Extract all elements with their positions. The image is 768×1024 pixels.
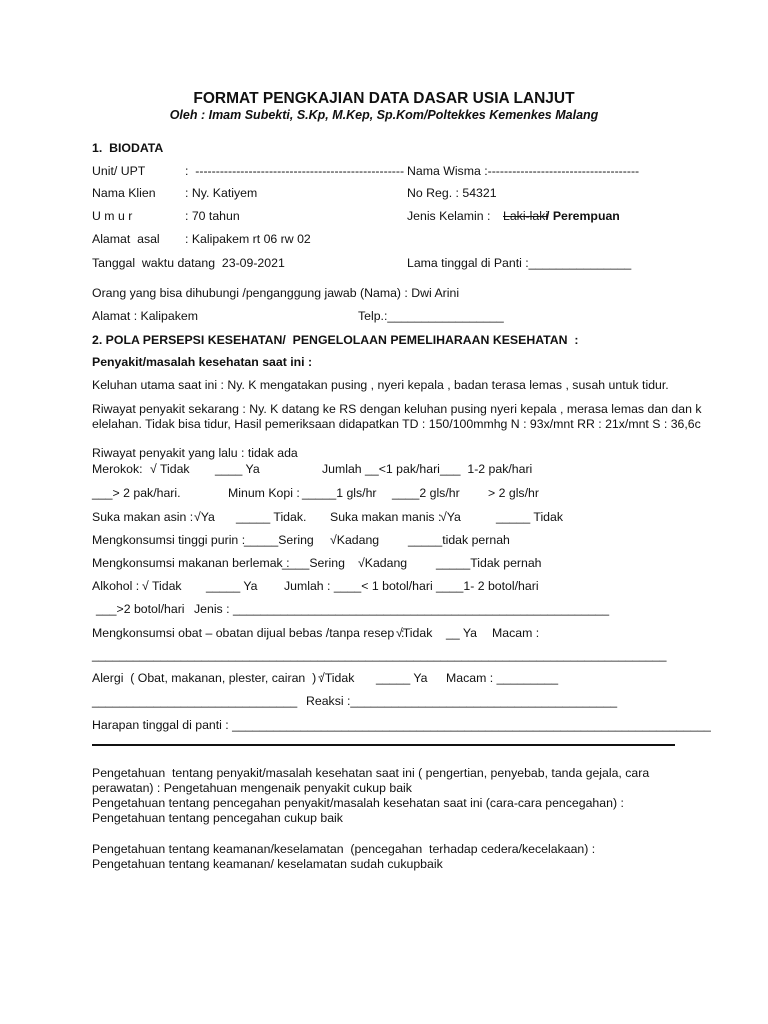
tanggal-datang: Tanggal waktu datang 23-09-2021 <box>92 256 285 270</box>
purin-label: Mengkonsumsi tinggi purin : <box>92 533 246 547</box>
lemak-tidak: _____Tidak pernah <box>436 556 542 570</box>
alkohol-label: Alkohol : <box>92 579 140 593</box>
pengetahuan-keamanan: Pengetahuan tentang keamanan/keselamatan (pencegahan terhadap cedera/kecelakaan) : <box>92 842 596 856</box>
merokok-ya: ____ Ya <box>215 462 260 476</box>
riwayat-lalu: Riwayat penyakit yang lalu : tidak ada <box>92 446 298 460</box>
jenis-kelamin-selected: / Perempuan <box>546 209 620 223</box>
lemak-sering: ____Sering <box>282 556 345 570</box>
pengetahuan-pencegahan: Pengetahuan tentang pencegahan penyakit/masalah kesehatan saat ini (cara-cara pencegahan) : <box>92 796 624 810</box>
obat-tidak: √Tidak <box>396 626 433 640</box>
alergi-label: Alergi ( Obat, makanan, plester, cairan ) : <box>92 671 324 685</box>
harapan-field: Harapan tinggal di panti : ______________________________________________________________________ <box>92 718 711 732</box>
kopi-1: _____1 gls/hr <box>302 486 377 500</box>
alkohol-ya: _____ Ya <box>206 579 258 593</box>
umur-label: U m u r <box>92 209 133 223</box>
alamat-asal-value: : Kalipakem rt 06 rw 02 <box>185 232 311 246</box>
alkohol-jumlah: Jumlah : ____< 1 botol/hari <box>284 579 433 593</box>
kopi-2: ____2 gls/hr <box>392 486 460 500</box>
biodata-heading: 1. BIODATA <box>92 141 164 155</box>
asin-ya: √Ya <box>194 510 215 524</box>
jenis-kelamin-struck: Laki-laki <box>503 209 549 223</box>
merokok-tidak: √ Tidak <box>150 462 190 476</box>
purin-tidak: _____tidak pernah <box>408 533 510 547</box>
obat-line: ____________________________________________________________________________________ <box>92 648 667 662</box>
klien-value: : Ny. Katiyem <box>185 186 258 200</box>
alamat-kontak: Alamat : Kalipakem <box>92 309 198 323</box>
merokok-jumlah: Jumlah __<1 pak/hari <box>322 462 440 476</box>
purin-kadang: √Kadang <box>330 533 380 547</box>
klien-label: Nama Klien <box>92 186 156 200</box>
lemak-kadang: √Kadang <box>358 556 408 570</box>
telp-field: Telp.:_________________ <box>358 309 504 323</box>
jenis-kelamin-label: Jenis Kelamin : <box>407 209 491 223</box>
kopi-label: Minum Kopi : <box>228 486 300 500</box>
lama-tinggal: Lama tinggal di Panti :_______________ <box>407 256 632 270</box>
manis-label: Suka makan manis : <box>330 510 442 524</box>
alkohol-lebih-2: ___>2 botol/hari <box>96 602 185 616</box>
riwayat-sekarang-line1: Riwayat penyakit sekarang : Ny. K datang ke RS dengan keluhan pusing nyeri kepala , merasa lemas dan dan k <box>92 402 702 416</box>
alergi-macam: Macam : _________ <box>446 671 559 685</box>
pengetahuan-penyakit-jawaban: perawatan) : Pengetahuan mengenaik penyakit cukup baik <box>92 781 412 795</box>
alamat-asal-label: Alamat asal <box>92 232 160 246</box>
obat-macam: Macam : <box>492 626 540 640</box>
page-title: FORMAT PENGKAJIAN DATA DASAR USIA LANJUT <box>193 90 575 107</box>
merokok-label: Merokok: <box>92 462 143 476</box>
kopi-3: > 2 gls/hr <box>488 486 539 500</box>
lemak-label: Mengkonsumsi makanan berlemak : <box>92 556 290 570</box>
asin-tidak: _____ Tidak. <box>236 510 307 524</box>
alergi-line: ______________________________ <box>92 694 298 708</box>
manis-tidak: _____ Tidak <box>496 510 564 524</box>
unit-label: Unit/ UPT <box>92 164 146 178</box>
unit-value: : --------------------------------------------------- <box>185 164 405 178</box>
umur-value: : 70 tahun <box>185 209 240 223</box>
alergi-ya: _____ Ya <box>376 671 428 685</box>
section-2-heading: 2. POLA PERSEPSI KESEHATAN/ PENGELOLAAN PEMELIHARAAN KESEHATAN : <box>92 333 579 347</box>
obat-label: Mengkonsumsi obat – obatan dijual bebas /tanpa resep : <box>92 626 405 640</box>
alkohol-1-2: ____1- 2 botol/hari <box>436 579 539 593</box>
pengetahuan-keamanan-jawaban: Pengetahuan tentang keamanan/ keselamatan sudah cukupbaik <box>92 857 443 871</box>
alergi-tidak: √Tidak <box>318 671 355 685</box>
section-divider <box>92 744 675 746</box>
pengetahuan-penyakit: Pengetahuan tentang penyakit/masalah kesehatan saat ini ( pengertian, penyebab, tanda gejala, cara <box>92 766 650 780</box>
section-2-subheading: Penyakit/masalah kesehatan saat ini : <box>92 355 313 369</box>
page-subtitle: Oleh : Imam Subekti, S.Kp, M.Kep, Sp.Kom/Poltekkes Kemenkes Malang <box>169 108 599 122</box>
riwayat-sekarang-line2: elelahan. Tidak bisa tidur, Hasil pemeriksaan didapatkan TD : 150/100mmhg N : 93x/mnt RR : 21x/mnt S : 36,6c <box>92 417 701 431</box>
asin-label: Suka makan asin : <box>92 510 194 524</box>
merokok-lebih-2: ___> 2 pak/hari. <box>92 486 181 500</box>
keluhan-utama: Keluhan utama saat ini : Ny. K mengatakan pusing , nyeri kepala , badan terasa lemas , susah untuk tidur. <box>92 378 669 392</box>
reaksi-field: Reaksi :_______________________________________ <box>306 694 618 708</box>
purin-sering: _____Sering <box>244 533 314 547</box>
wisma-field: Nama Wisma :------------------------------------- <box>407 164 640 178</box>
merokok-1-2: ___ 1-2 pak/hari <box>440 462 533 476</box>
noreg-field: No Reg. : 54321 <box>407 186 497 200</box>
alkohol-tidak: √ Tidak <box>142 579 182 593</box>
obat-ya: __ Ya <box>446 626 478 640</box>
manis-ya: √Ya <box>440 510 461 524</box>
jenis-field: Jenis : _______________________________________________________ <box>194 602 610 616</box>
pengetahuan-pencegahan-jawaban: Pengetahuan tentang pencegahan cukup baik <box>92 811 343 825</box>
kontak-penanggung-jawab: Orang yang bisa dihubungi /penganggung jawab (Nama) : Dwi Arini <box>92 286 460 300</box>
